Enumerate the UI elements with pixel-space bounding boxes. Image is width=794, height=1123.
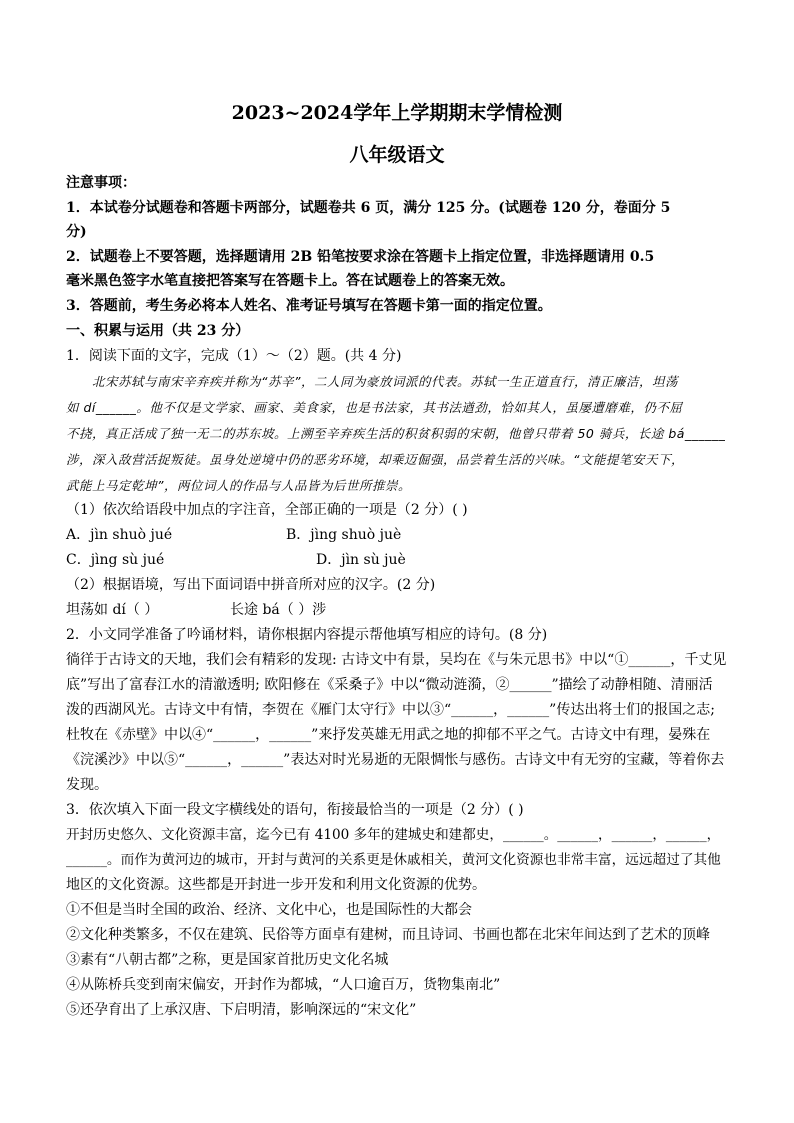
passage-line: 涉，深入敌营活捉叛徒。虽身处逆境中仍的恶劣环境，却乘迈倔强，品尝着生活的兴味。“文能提笔安天下，: [66, 452, 684, 467]
question-1-stem: 1．阅读下面的文字，完成（1）～（2）题。(共 4 分): [66, 348, 402, 364]
fill-item: 长途 bá（ ）涉: [230, 602, 327, 618]
question-1-1-stem: （1）依次给语段中加点的字注音，全部正确的一项是（2 分）( ): [66, 502, 468, 518]
notice-line: 3．答题前，考生务必将本人姓名、准考证号填写在答题卡第一面的指定位置。: [66, 298, 552, 314]
q3-text-line: 开封历史悠久、文化资源丰富，迄今已有 4100 多年的建城史和建都史，______。______，______，______，: [66, 827, 721, 843]
q2-text-line: 泼的西湖风光。古诗文中有情，李贺在《雁门太守行》中以③“______，______”传达出将士们的报国之志;: [66, 702, 716, 718]
q2-text-line: 杜牧在《赤壁》中以④“______，______”来抒发英雄无用武之地的抑郁不平之气。古诗文中有理，晏殊在: [66, 727, 711, 743]
notice-heading: 注意事项：: [66, 175, 136, 191]
question-3-stem: 3．依次填入下面一段文字横线处的语句，衔接最恰当的一项是（2 分）( ): [66, 802, 524, 818]
q3-option: ②文化种类繁多，不仅在建筑、民俗等方面卓有建树，而且诗词、书画也都在北宋年间达到了艺术的顶峰: [66, 927, 710, 943]
question-1-2-stem: （2）根据语境，写出下面词语中拼音所对应的汉字。(2 分): [66, 577, 436, 593]
question-2-stem: 2．小文同学准备了吟诵材料，请你根据内容提示帮他填写相应的诗句。(8 分): [66, 627, 548, 643]
option-c: C．jìng sù jué: [66, 552, 165, 568]
option-d: D．jìn sù juè: [316, 552, 406, 568]
passage-line: 如 dí______。他不仅是文学家、画家、美食家，也是书法家，其书法遒劲，恰如其人，虽屡遭磨难，仍不屈: [66, 400, 683, 415]
notice-line: 分): [66, 224, 87, 240]
q3-option: ⑤还孕育出了上承汉唐、下启明清，影响深远的“宋文化”: [66, 1002, 417, 1018]
option-a: A．jìn shuò jué: [66, 527, 173, 543]
section-heading: 一、积累与运用（共 23 分）: [66, 323, 250, 339]
option-b: B．jìng shuò juè: [286, 527, 402, 543]
passage-line: 北宋苏轼与南宋辛弃疾并称为“苏辛”，二人同为豪放词派的代表。苏轼一生正道直行，清正廉洁，坦荡: [92, 374, 678, 389]
q2-text-line: 徜徉于古诗文的天地，我们会有精彩的发现: 古诗文中有景，吴均在《与朱元思书》中以“①______，千丈见: [66, 652, 727, 668]
q3-text-line: ______。而作为黄河边的城市，开封与黄河的关系更是休戚相关，黄河文化资源也非常丰富，远远超过了其他: [66, 852, 721, 868]
passage-line: 不挠，真正活成了独一无二的苏东坡。上溯至辛弃疾生活的积贫积弱的宋朝，他曾只带着 50 骑兵，长途 bá______: [66, 426, 726, 441]
notice-line: 1．本试卷分试题卷和答题卡两部分，试题卷共 6 页，满分 125 分。(试题卷 120 分，卷面分 5: [66, 200, 671, 216]
q2-text-line: 底”写出了富春江水的清澈透明; 欧阳修在《采桑子》中以“微动涟漪，②______”描绘了动静相随、清丽活: [66, 677, 713, 693]
q3-option: ③素有“八朝古都”之称，更是国家首批历史文化名城: [66, 952, 389, 968]
notice-line: 2．试题卷上不要答题，选择题请用 2B 铅笔按要求涂在答题卡上指定位置，非选择题请用 0.5: [66, 249, 655, 265]
fill-item: 坦荡如 dí（ ）: [66, 602, 159, 618]
exam-title: 2023~2024学年上学期期末学情检测: [231, 102, 563, 124]
q3-option: ④从陈桥兵变到南宋偏安，开封作为都城，“人口逾百万，货物集南北”: [66, 977, 501, 993]
q2-text-line: 《浣溪沙》中以⑤“______，______”表达对时光易逝的无限惆怅与感伤。古诗文中有无穷的宝藏，等着你去: [66, 752, 725, 768]
notice-line: 毫米黑色签字水笔直接把答案写在答题卡上。答在试题卷上的答案无效。: [66, 273, 514, 289]
q3-option: ①不但是当时全国的政治、经济、文化中心，也是国际性的大都会: [66, 902, 472, 918]
q3-text-line: 地区的文化资源。这些都是开封进一步开发和利用文化资源的优势。: [66, 877, 486, 893]
q2-text-line: 发现。: [66, 777, 108, 793]
exam-subtitle: 八年级语文: [349, 144, 445, 166]
passage-line: 武能上马定乾坤”，两位词人的作品与人品皆为后世所推崇。: [66, 478, 411, 493]
